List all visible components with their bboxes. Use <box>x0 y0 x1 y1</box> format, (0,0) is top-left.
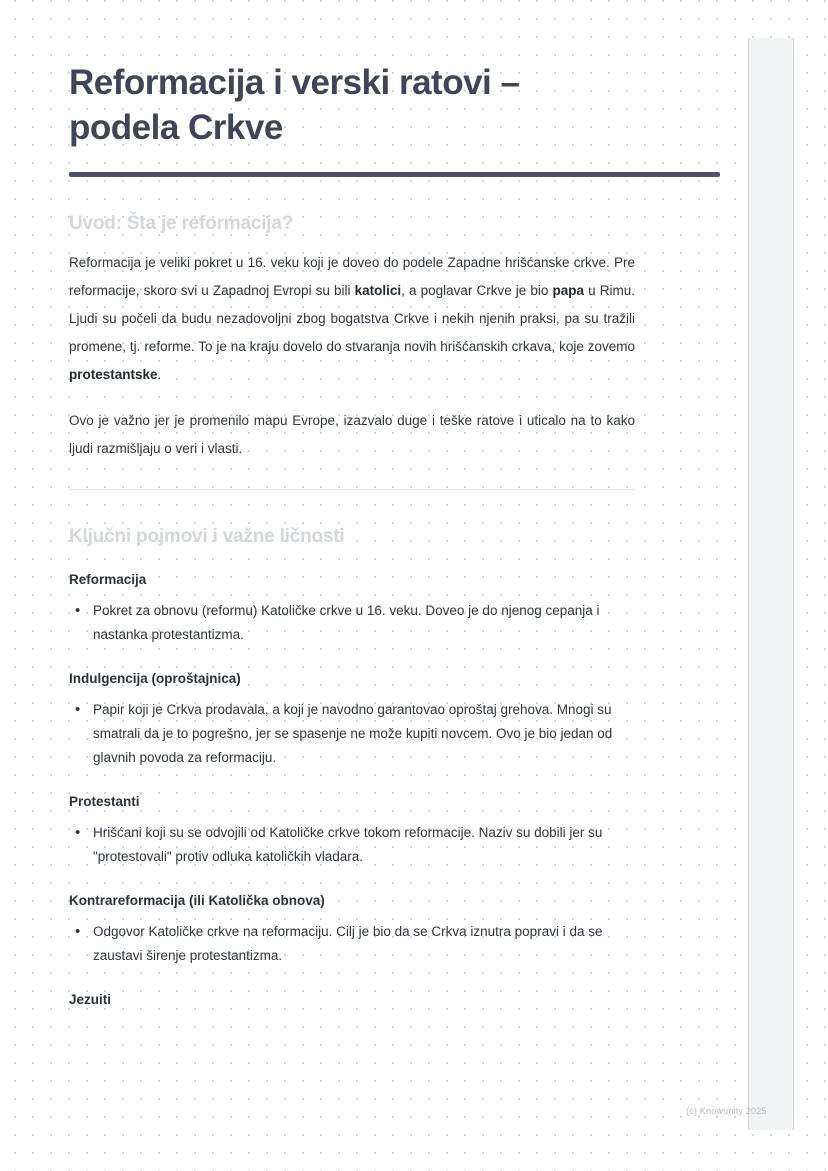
term-list-indulgencija <box>69 698 635 770</box>
term-title-jezuiti: Jezuiti <box>69 992 112 1007</box>
section-divider <box>69 489 635 490</box>
term-title-indulgencija: Indulgencija (oproštajnica) <box>69 671 241 686</box>
intro-paragraph-2: Ovo je važno jer je promenilo mapu Evrope, izazvalo duge i teške ratove i uticalo na to kako ljudi razmišljaju o veri i vlasti. <box>69 413 635 456</box>
list-item: • Pokret za obnovu (reformu) Katoličke crkve u 16. veku. Doveo je do njenog cepanja i nastanka protestantizma. <box>91 599 635 647</box>
section-heading-intro: Uvod: Šta je reformacija? <box>69 213 294 234</box>
section-heading-terms: Ključni pojmovi i važne ličnosti <box>69 526 345 547</box>
page-margin-strip <box>748 38 794 1130</box>
term-title-reformacija: Reformacija <box>69 572 147 587</box>
term-list-reformacija <box>69 599 635 647</box>
title-divider <box>69 172 720 177</box>
list-item: • Hrišćani koji su se odvojili od Katoličke crkve tokom reformacije. Naziv su dobili jer su "protestovali" protiv odluka katoličkih vladara. <box>91 821 635 869</box>
intro-paragraph-1: Reformacija je veliki pokret u 16. veku koji je doveo do podele Zapadne hrišćanske crkve. Pre reformacije, skoro svi u Zapadnoj Evropi su bili katolici, a poglavar Crkve je bio papa u Rimu. Ljudi su počeli da budu nezadovoljni zbog bogatstva Crkve i nekih njenih praksi, pa su tražili promene, tj. reforme. To je na kraju dovelo do stvaranja novih hrišćanskih crkava, koje zovemo protestantske. <box>69 255 635 382</box>
list-item: • Odgovor Katoličke crkve na reformaciju. Cilj je bio da se Crkva iznutra popravi i da se zaustavi širenje protestantizma. <box>91 920 635 968</box>
term-title-protestanti: Protestanti <box>69 794 140 809</box>
page-footer: (c) Knowunity 2025 <box>686 1106 767 1116</box>
document-content <box>69 60 635 1019</box>
term-list-kontrareformacija <box>69 920 635 968</box>
term-title-kontrareformacija: Kontrareformacija (ili Katolička obnova) <box>69 893 325 908</box>
page-title: Reformacija i verski ratovi – podela Crkve <box>69 63 520 147</box>
term-list-protestanti <box>69 821 635 869</box>
list-item: • Papir koji je Crkva prodavala, a koji je navodno garantovao oproštaj grehova. Mnogi su smatrali da je to pogrešno, jer se spasenje ne može kupiti novcem. Ovo je bio jedan od glavnih povoda za reformaciju. <box>91 698 635 770</box>
